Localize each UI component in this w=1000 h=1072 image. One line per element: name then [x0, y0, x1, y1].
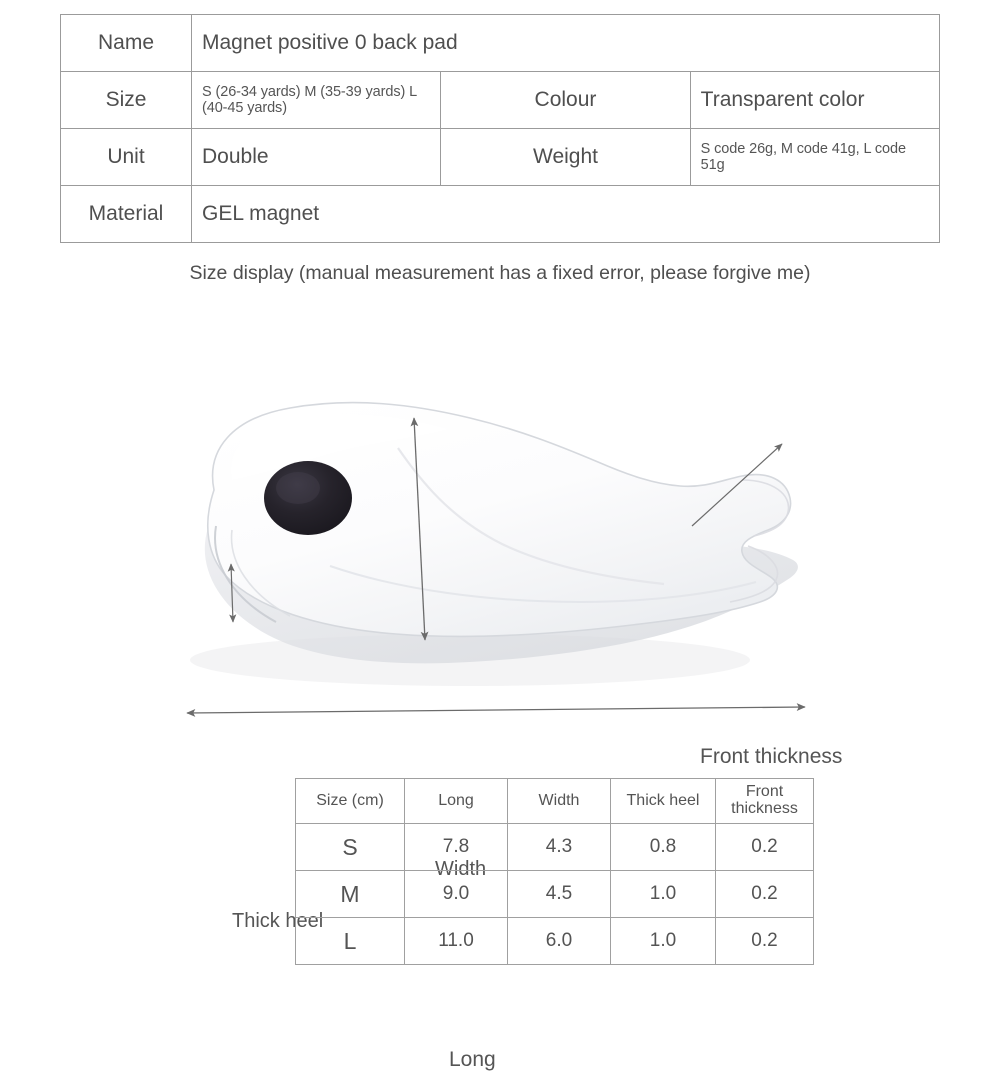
spec-value-colour: Transparent color [690, 72, 939, 129]
table-row [296, 824, 814, 871]
product-spec-table [60, 14, 940, 243]
size-table-header-width: Width [508, 779, 611, 824]
size-table-cell-size-s: S [296, 824, 405, 871]
size-table-cell-heel-s: 0.8 [611, 824, 716, 871]
size-table-cell-width-s: 4.3 [508, 824, 611, 871]
spec-value-unit: Double [192, 129, 441, 186]
size-table-cell-width-m: 4.5 [508, 871, 611, 918]
size-measurement-table [295, 778, 814, 965]
long-dimension-arrow [187, 707, 805, 713]
size-table-header-long: Long [405, 779, 508, 824]
size-table-header-size: Size (cm) [296, 779, 405, 824]
table-row [61, 72, 940, 129]
spec-value-size: S (26-34 yards) M (35-39 yards) L (40-45 yards) [192, 72, 441, 129]
size-table-cell-size-l: L [296, 918, 405, 965]
size-table-header-front-thickness: Front thickness [716, 779, 814, 824]
diagram-label-long: Long [449, 1048, 496, 1071]
spec-label-unit: Unit [61, 129, 192, 186]
size-table-header-thick-heel: Thick heel [611, 779, 716, 824]
gel-pad-illustration [0, 330, 1000, 760]
spec-label-name: Name [61, 15, 192, 72]
magnet-disc-highlight [276, 472, 320, 504]
size-table-cell-front-l: 0.2 [716, 918, 814, 965]
size-table-cell-heel-l: 1.0 [611, 918, 716, 965]
spec-label-colour: Colour [441, 72, 690, 129]
size-table-cell-width-l: 6.0 [508, 918, 611, 965]
size-display-caption: Size display (manual measurement has a fixed error, please forgive me) [189, 262, 811, 284]
diagram-label-width: Width [435, 858, 487, 880]
table-row [296, 871, 814, 918]
spec-label-size: Size [61, 72, 192, 129]
spec-label-weight: Weight [441, 129, 690, 186]
diagram-label-thick-heel: Thick heel [232, 910, 324, 932]
table-row [61, 15, 940, 72]
size-table-cell-long-s: 7.8 [405, 824, 508, 871]
table-row [296, 918, 814, 965]
spec-value-weight: S code 26g, M code 41g, L code 51g [690, 129, 939, 186]
size-table-cell-size-m: M [296, 871, 405, 918]
size-table-cell-front-m: 0.2 [716, 871, 814, 918]
spec-value-material: GEL magnet [192, 186, 940, 243]
table-header-row [296, 779, 814, 824]
spec-value-name: Magnet positive 0 back pad [192, 15, 940, 72]
diagram-label-front-thickness: Front thickness [700, 745, 843, 768]
size-table-cell-long-m: 9.0 [405, 871, 508, 918]
size-table-cell-long-l: 11.0 [405, 918, 508, 965]
table-row [61, 129, 940, 186]
size-table-cell-front-s: 0.2 [716, 824, 814, 871]
spec-label-material: Material [61, 186, 192, 243]
table-row [61, 186, 940, 243]
size-table-cell-heel-m: 1.0 [611, 871, 716, 918]
